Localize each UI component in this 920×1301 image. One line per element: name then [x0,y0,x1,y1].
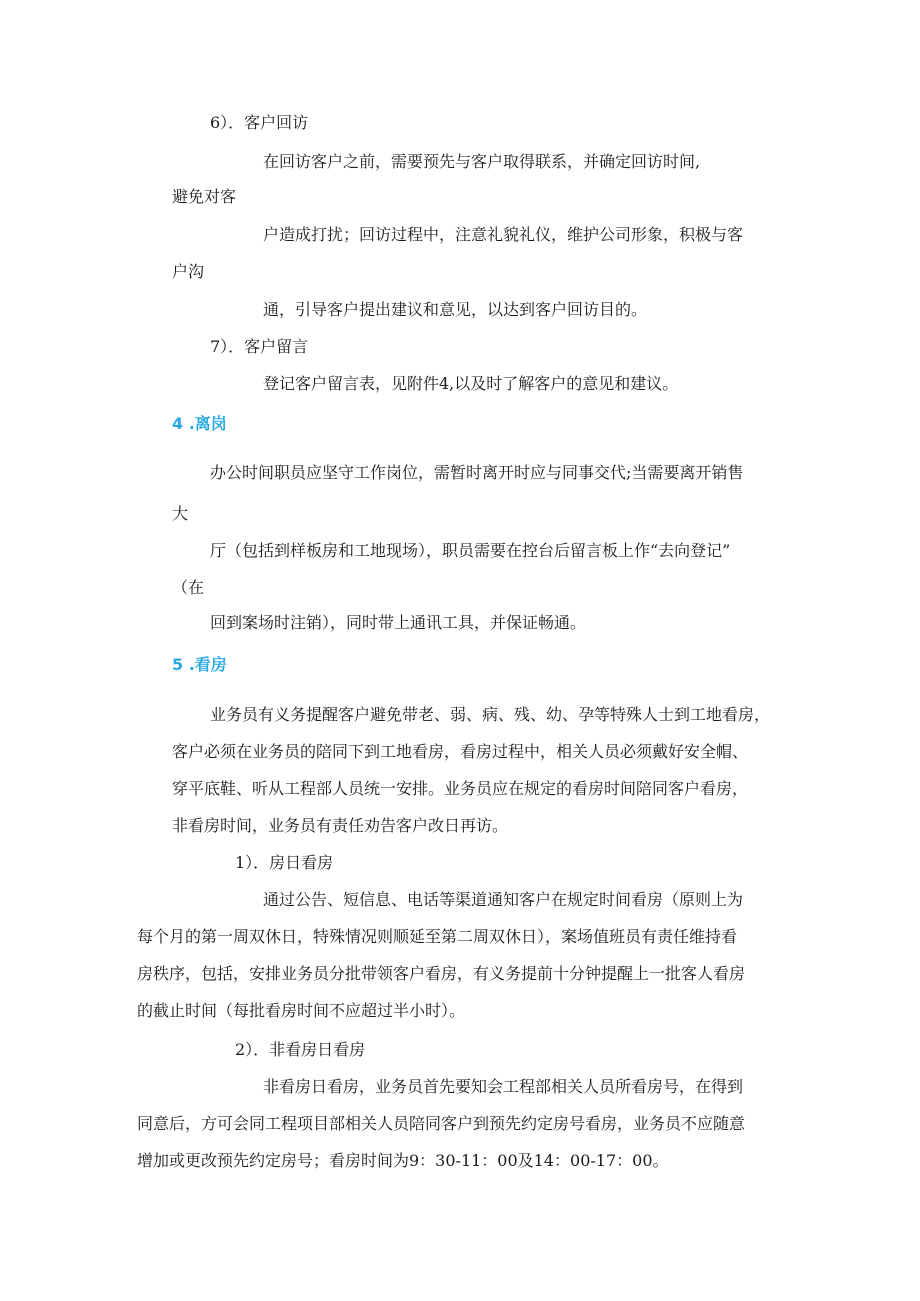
subsection-heading: 6）．客户回访 [210,113,309,132]
paragraph-line: 大 [172,504,189,523]
paragraph-line: 客户必须在业务员的陪同下到工地看房，看房过程中，相关人员必须戴好安全帽、 [172,742,749,761]
paragraph-line: 厅（包括到样板房和工地现场），职员需要在控台后留言板上作“去向登记” [210,541,731,560]
paragraph-line: 非看房日看房，业务员首先要知会工程部相关人员所看房号，在得到 [263,1077,744,1096]
paragraph-line: 办公时间职员应坚守工作岗位，需暂时离开时应与同事交代;当需要离开销售 [210,463,744,482]
subsection-heading: 7）．客户留言 [210,337,309,356]
paragraph-line: 通，引导客户提出建议和意见，以达到客户回访目的。 [263,300,648,319]
paragraph-line: （在 [172,578,205,597]
subsection-heading: 2）．非看房日看房 [235,1040,366,1059]
paragraph-line: 户造成打扰；回访过程中，注意礼貌礼仪，维护公司形象，积极与客 [263,225,744,244]
paragraph-line: 业务员有义务提醒客户避免带老、弱、病、残、幼、孕等特殊人士到工地看房， [210,705,771,724]
paragraph-line: 回到案场时注销），同时带上通讯工具，并保证畅通。 [210,613,587,632]
paragraph-line: 同意后，方可会同工程项目部相关人员陪同客户到预先约定房号看房，业务员不应随意 [137,1114,746,1133]
paragraph-line: 每个月的第一周双休日，特殊情况则顺延至第二周双休日），案场值班员有责任维持看 [137,927,738,946]
paragraph-line: 避免对客 [172,187,237,206]
subsection-heading: 1）．房日看房 [235,853,334,872]
paragraph-line: 通过公告、短信息、电话等渠道通知客户在规定时间看房（原则上为 [263,890,744,909]
paragraph-line: 登记客户留言表，见附件4,以及时了解客户的意见和建议。 [263,374,679,393]
paragraph-line: 户沟 [172,262,205,281]
paragraph-line: 增加或更改预先约定房号；看房时间为9：30-11：00及14：00-17：00。 [137,1151,669,1170]
paragraph-line: 在回访客户之前，需要预先与客户取得联系，并确定回访时间, [263,152,701,171]
paragraph-line: 穿平底鞋、听从工程部人员统一安排。业务员应在规定的看房时间陪同客户看房， [172,779,749,798]
paragraph-line: 的截止时间（每批看房时间不应超过半小时）。 [137,1001,466,1020]
paragraph-line: 非看房时间，业务员有责任劝告客户改日再访。 [172,816,509,835]
paragraph-line: 房秩序，包括，安排业务员分批带领客户看房，有义务提前十分钟提醒上一批客人看房 [137,964,746,983]
section-heading: 5 .看房 [172,655,227,674]
section-heading: 4 .离岗 [172,414,227,433]
